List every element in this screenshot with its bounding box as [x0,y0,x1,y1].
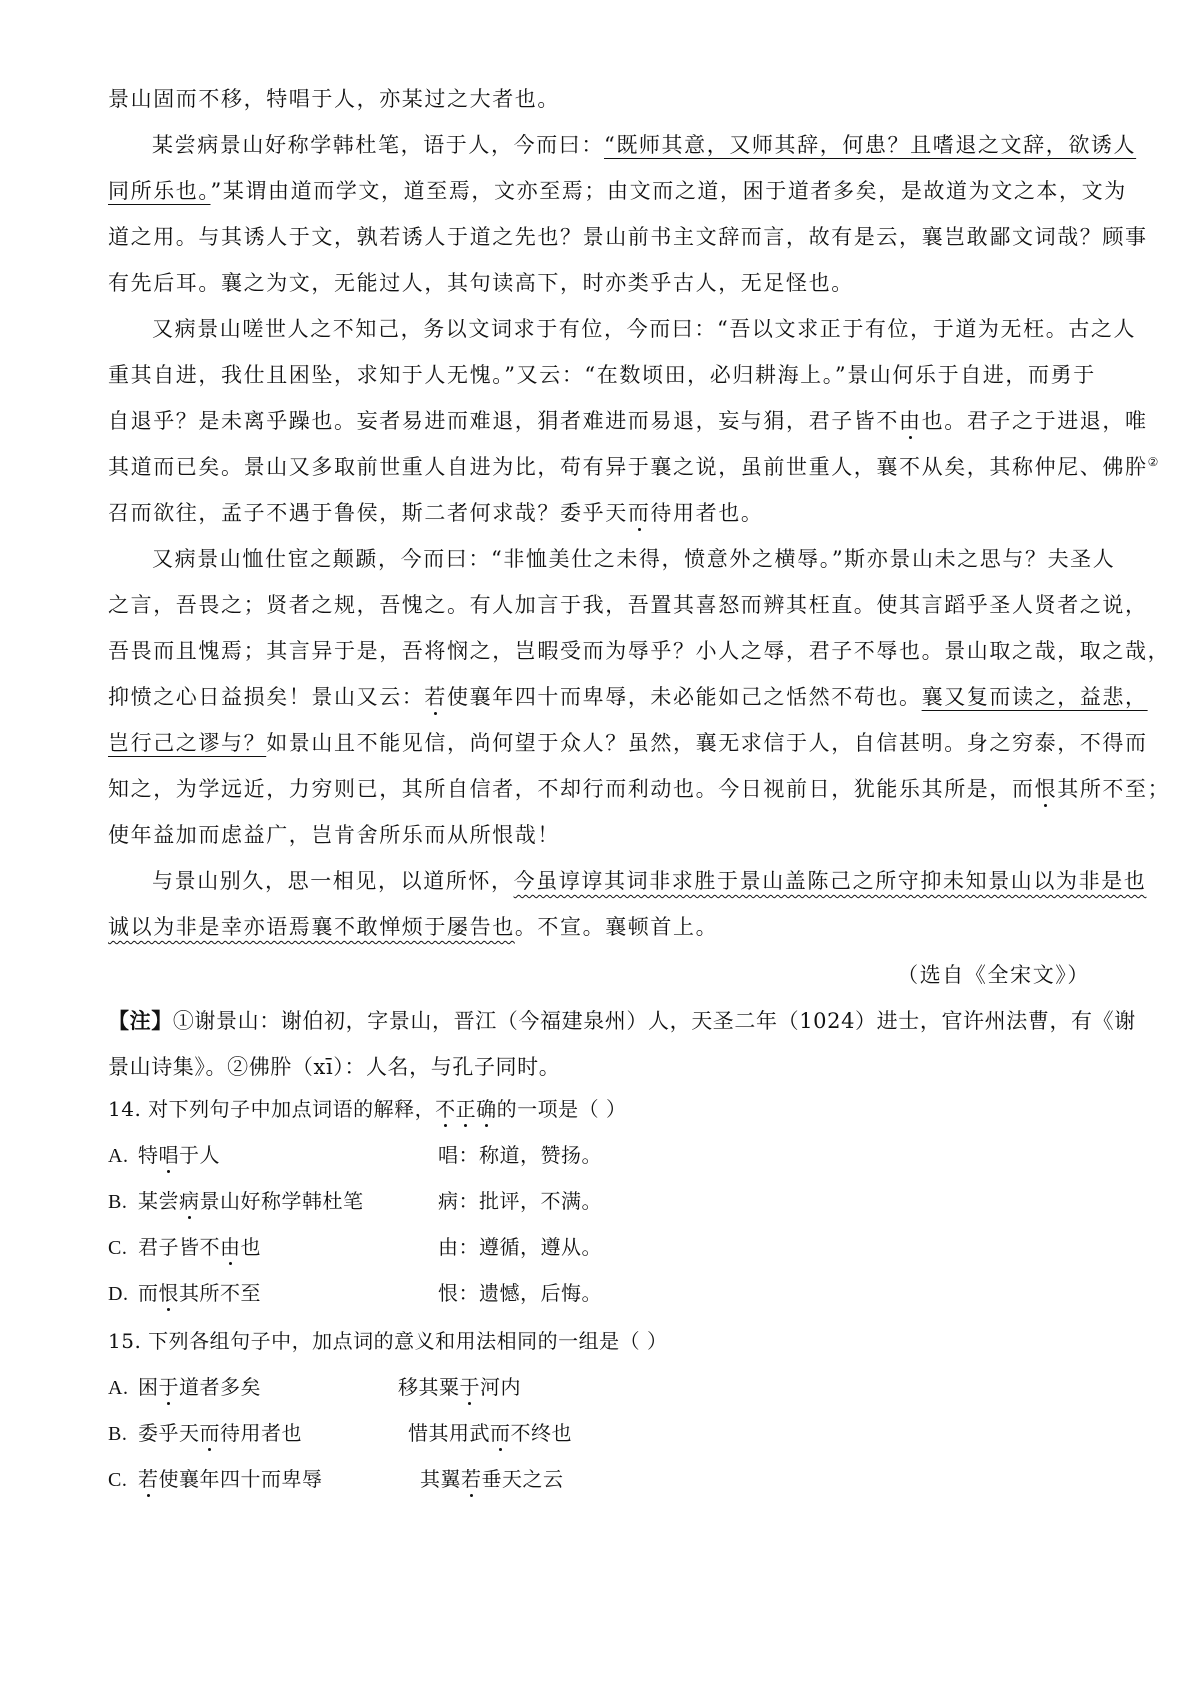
passage-line: 自退乎？是未离乎躁也。妄者易进而难退，狷者难进而易退，妄与狷，君子皆不由也。君子之于进退，唯 [108,409,1148,433]
underlined-sentence: 襄又复而读之，益悲， [921,685,1148,709]
passage-line: 召而欲往，孟子不遇于鲁侯，斯二者何求哉？委乎天而待用者也。 [108,501,764,525]
dotted-char: 若 [461,1467,482,1491]
q14-option-b: B. 某尝病景山好称学韩杜笔 [108,1189,364,1213]
underlined-sentence: 同所乐也。 [108,179,211,203]
dotted-char: 恨 [158,1281,179,1305]
q15-option-c: C. 若使襄年四十而卑辱 [108,1467,323,1491]
source-citation: （选自《全宋文》） [897,963,1090,987]
q15-option-a-second: 移其粟于河内 [398,1375,521,1399]
wavy-underlined-sentence: 诚以为非是幸亦语焉襄不敢惮烦于屡告也 [108,915,515,939]
passage-line: 使年益加而虑益广，岂肯舍所乐而从所恨哉！ [108,823,560,847]
passage-line: 其道而已矣。景山又多取前世重人自进为比，苟有异于襄之说，虽前世重人，襄不从矣，其称仲尼、佛肸② [108,455,1160,479]
passage-line: 又病景山嗟世人之不知己，务以文词求于有位，今而曰：“吾以文求正于有位，于道为无枉。古之人 [152,317,1137,341]
passage-line: 重其自进，我仕且困坠，求知于人无愧。”又云：“在数顷田，必归耕海上。”景山何乐于自进，而勇于 [108,363,1096,387]
passage-line: 岂行己之谬与？如景山且不能见信，尚何望于众人？虽然，襄无求信于人，自信甚明。身之穷泰，不得而 [108,731,1148,755]
passage-line: 又病景山恤仕宦之颠踬，今而曰：“非恤美仕之未得，愤意外之横辱。”斯亦景山未之思与？夫圣人 [152,547,1116,571]
dotted-char: 由 [220,1235,241,1259]
dotted-char: 于 [459,1375,480,1399]
passage-line: 同所乐也。”某谓由道而学文，道至焉，文亦至焉；由文而之道，困于道者多矣，是故道为文之本，文为 [108,179,1127,203]
dotted-char: 正 [455,1097,477,1121]
passage-line: 吾畏而且愧焉；其言异于是，吾将悯之，岂暇受而为辱乎？小人之辱，君子不辱也。景山取之哉，取之哉， [108,639,1171,663]
dotted-char: 若 [424,685,448,709]
dotted-char: 若 [138,1467,159,1491]
q14-option-c-explanation: 由：遵循，遵从。 [438,1235,602,1259]
dotted-char: 而 [199,1421,220,1445]
q15-option-c-second: 其翼若垂天之云 [420,1467,564,1491]
passage-line: 抑愤之心日益损矣！景山又云：若使襄年四十而卑辱，未必能如己之恬然不苟也。襄又复而读之，益悲， [108,685,1148,709]
passage-line: 景山固而不移，特唱于人，亦某过之大者也。 [108,87,560,111]
q14-option-a-explanation: 唱：称道，赞扬。 [438,1143,602,1167]
question-14-stem: 14. 对下列句子中加点词语的解释，不正确的一项是（ ） [108,1097,627,1121]
q15-option-b: B. 委乎天而待用者也 [108,1421,302,1445]
dotted-char: 而 [490,1421,511,1445]
q14-option-b-explanation: 病：批评，不满。 [438,1189,602,1213]
dotted-char: 恨 [1034,777,1058,801]
notes-line: 景山诗集》。②佛肸（xī）：人名，与孔子同时。 [108,1055,561,1079]
dotted-char: 不 [435,1097,456,1121]
question-15-stem: 15. 下列各组句子中，加点词的意义和用法相同的一组是（ ） [108,1329,668,1353]
q14-option-c: C. 君子皆不由也 [108,1235,261,1259]
passage-line: 诚以为非是幸亦语焉襄不敢惮烦于屡告也。不宣。襄顿首上。 [108,915,719,939]
dotted-char: 唱 [158,1143,179,1167]
q14-option-d-explanation: 恨：遗憾，后悔。 [438,1281,602,1305]
q15-option-a: A. 困于道者多矣 [108,1375,261,1399]
q14-option-a: A. 特唱于人 [108,1143,220,1167]
passage-line: 知之，为学远近，力穷则已，其所自信者，不却行而利动也。今日视前日，犹能乐其所是，而恨其所不至； [108,777,1171,801]
passage-line: 某尝病景山好称学韩杜笔，语于人，今而曰：“既师其意，又师其辞，何患？且嗜退之文辞，欲诱人 [152,133,1137,157]
underlined-sentence: “既师其意，又师其辞，何患？且嗜退之文辞，欲诱人 [604,133,1137,157]
passage-line: 有先后耳。襄之为文，无能过人，其句读高下，时亦类乎古人，无足怪也。 [108,271,854,295]
underlined-sentence: 岂行己之谬与？ [108,731,267,755]
footnote-mark: ② [1147,455,1160,469]
dotted-char: 病 [179,1189,200,1213]
passage-line: 之言，吾畏之；贤者之规，吾愧之。有人加言于我，吾置其喜怒而辨其枉直。使其言蹈乎圣人贤者之说， [108,593,1148,617]
q14-option-d: D. 而恨其所不至 [108,1281,261,1305]
dotted-char: 而 [627,501,651,525]
passage-line: 与景山别久，思一相见，以道所怀，今虽谆谆其词非求胜于景山盖陈己之所守抑未知景山以为非是也 [152,869,1147,893]
dotted-char: 确 [476,1097,497,1121]
notes-label: 【注】 [108,1008,173,1033]
passage-line: 道之用。与其诱人于文，孰若诱人于道之先也？景山前书主文辞而言，故有是云，襄岂敢鄙文词哉？顾事 [108,225,1148,249]
wavy-underlined-sentence: 今虽谆谆其词非求胜于景山盖陈己之所守抑未知景山以为非是也 [513,869,1147,893]
q15-option-b-second: 惜其用武而不终也 [408,1421,572,1445]
dotted-char: 于 [158,1375,179,1399]
dotted-char: 由 [899,409,922,433]
notes-line: 【注】①谢景山：谢伯初，字景山，晋江（今福建泉州）人，天圣二年（1024）进士，官许州法曹，有《谢 [108,1008,1136,1033]
